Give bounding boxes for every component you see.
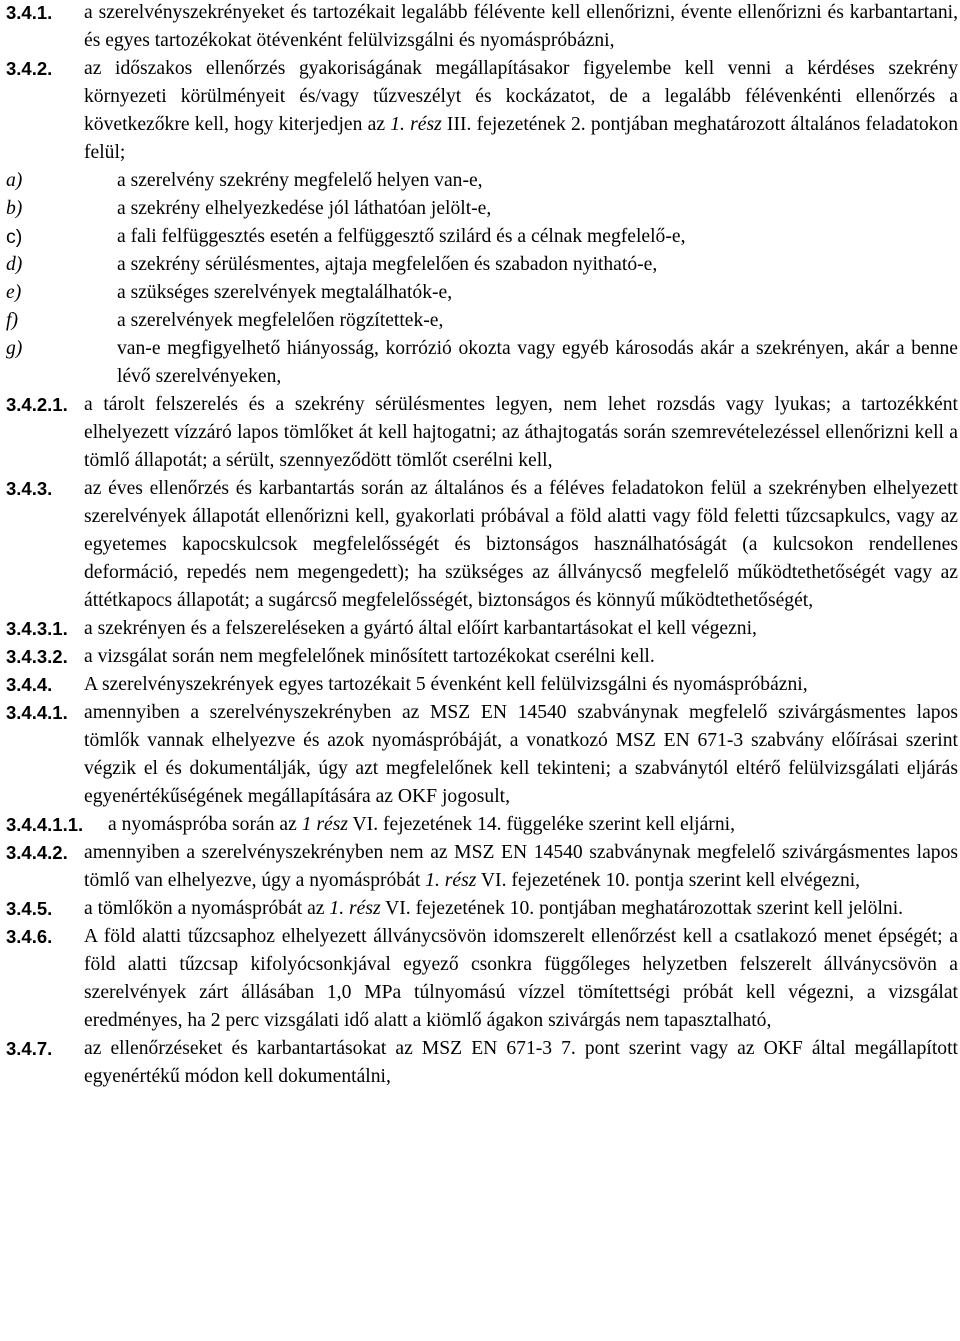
list-letter: a) bbox=[6, 170, 23, 191]
section-3-4-4-1 bbox=[6, 699, 958, 811]
section-number: 3.4.5. bbox=[6, 898, 53, 919]
list-text: a szekrény elhelyezkedése jól láthatóan jelölt-e, bbox=[117, 198, 492, 219]
section-number: 3.4.4.2. bbox=[6, 842, 68, 863]
section-3-4-1 bbox=[6, 0, 958, 55]
list-text: a szükséges szerelvények megtalálhatók-e, bbox=[117, 282, 453, 303]
reference-text: 1. rész bbox=[390, 114, 442, 135]
list-letter: e) bbox=[6, 282, 22, 303]
list-letter: f) bbox=[6, 310, 18, 331]
list-letter: g) bbox=[6, 338, 23, 359]
list-text: a szekrény sérülésmentes, ajtaja megfelelően és szabadon nyitható-e, bbox=[117, 254, 658, 275]
reference-text: 1. rész bbox=[425, 870, 477, 891]
section-number: 3.4.3. bbox=[6, 478, 53, 499]
list-text: a szerelvények megfelelően rögzítettek-e, bbox=[117, 310, 444, 331]
section-text: a tárolt felszerelés és a szekrény sérülésmentes legyen, nem lehet rozsdás vagy lyukas; a tartozékként elhelyezett vízzáró lapos tömlőket át kell hajtogatni; az áthajtogatás során szemrevételezéssel ellenőrizni kell a tömlő állapotát; a sérült, szennyeződött tömlőt cserélni kell, bbox=[84, 394, 958, 471]
section-number: 3.4.7. bbox=[6, 1038, 53, 1059]
section-3-4-2 bbox=[6, 55, 958, 167]
section-text: a szerelvényszekrényeket és tartozékait legalább félévente kell ellenőrizni, évente ellenőrizni és karbantartani, és egyes tartozékokat ötévenként felülvizsgálni és nyomáspróbázni, bbox=[84, 2, 958, 51]
list-item bbox=[6, 223, 958, 251]
section-3-4-2-1 bbox=[6, 391, 958, 475]
list-text: a fali felfüggesztés esetén a felfüggesztő szilárd és a célnak megfelelő-e, bbox=[117, 226, 686, 247]
list-item bbox=[6, 195, 958, 223]
section-text: a tömlőkön a nyomáspróbát az 1. rész VI. fejezetének 10. pontjában meghatározottak szerint kell jelölni. bbox=[84, 898, 904, 919]
section-3-4-3-1 bbox=[6, 615, 958, 643]
list-text: van-e megfigyelhető hiányosság, korrózió okozta vagy egyéb károsodás akár a szekrényen, akár a benne lévő szerelvényeken, bbox=[117, 338, 958, 387]
section-3-4-4-2 bbox=[6, 839, 958, 895]
section-text: a vizsgálat során nem megfelelőnek minősített tartozékokat cserélni kell. bbox=[84, 646, 655, 667]
list-letter: d) bbox=[6, 254, 23, 275]
section-number: 3.4.1. bbox=[6, 2, 53, 23]
list-letter: b) bbox=[6, 198, 23, 219]
list-item bbox=[6, 307, 958, 335]
list-item bbox=[6, 251, 958, 279]
section-number: 3.4.4.1. bbox=[6, 702, 68, 723]
section-3-4-6 bbox=[6, 923, 958, 1035]
section-text: amennyiben a szerelvényszekrényben az MSZ EN 14540 szabványnak megfelelő szivárgásmentes lapos tömlők vannak elhelyezve és azok nyomáspróbáját, a vonatkozó MSZ EN 671-3 szabvány előírásai szerint végzik el és dokumentálják, úgy azt megfelelőnek kell tekinteni; a szabványtól eltérő felülvizsgálati eljárás egyenértékűségének megállapítására az OKF jogosult, bbox=[84, 702, 958, 807]
section-3-4-4 bbox=[6, 671, 958, 699]
section-text: az ellenőrzéseket és karbantartásokat az MSZ EN 671-3 7. pont szerint vagy az OKF által megállapított egyenértékű módon kell dokumentálni, bbox=[84, 1038, 958, 1087]
section-3-4-3 bbox=[6, 475, 958, 615]
section-3-4-3-2 bbox=[6, 643, 958, 671]
section-text: A szerelvényszekrények egyes tartozékait 5 évenként kell felülvizsgálni és nyomáspróbázni, bbox=[84, 674, 808, 695]
section-number: 3.4.4. bbox=[6, 674, 53, 695]
section-text: A föld alatti tűzcsaphoz elhelyezett állványcsövön idomszerelt ellenőrzést kell a csatlakozó menet épségét; a föld alatti tűzcsap kifolyócsonkjával egyező csonkra függőleges helyzetben felszerelt állványcsövön a szerelvények zárt állásában 1,0 MPa túlnyomású vízzel tömítettségi próbát kell végezni, a vizsgálat eredményes, ha 2 perc vizsgálati idő alatt a kiömlő ágakon szivárgás nem tapasztalható, bbox=[84, 926, 958, 1031]
section-number: 3.4.2.1. bbox=[6, 394, 68, 415]
section-3-4-7 bbox=[6, 1035, 958, 1091]
section-text: amennyiben a szerelvényszekrényben nem az MSZ EN 14540 szabványnak megfelelő szivárgásmentes lapos tömlő van elhelyezve, úgy a nyomáspróbát 1. rész VI. fejezetének 10. pontja szerint kell elvégezni, bbox=[84, 842, 958, 891]
list-item bbox=[6, 167, 958, 195]
section-number: 3.4.3.1. bbox=[6, 618, 68, 639]
section-3-4-4-1-1 bbox=[6, 811, 958, 839]
reference-text: 1. rész bbox=[329, 898, 381, 919]
section-text: az időszakos ellenőrzés gyakoriságának megállapításakor figyelembe kell venni a kérdéses szekrény környezeti körülményeit és/vagy tűzveszélyt és kockázatot, de a legalább félévenkénti ellenőrzés a következőkre kell, hogy kiterjedjen az 1. rész III. fejezetének 2. pontjában meghatározott általános feladatokon felül; bbox=[84, 58, 959, 163]
reference-text: 1 rész bbox=[301, 814, 348, 835]
section-text: az éves ellenőrzés és karbantartás során az általános és a féléves feladatokon felül a szekrényben elhelyezett szerelvények állapotát ellenőrizni kell, gyakorlati próbával a föld alatti vagy föld feletti tűzcsapkulcs, vagy az egyetemes kapocskulcsok megfelelősségét és biztonságos használhatóságát (a kulcsokon rendellenes deformáció, repedés nem megengedett); ha szükséges az állványcső megfelelő működtethetőségét vagy az áttétkapocs állapotát; a sugárcső megfelelősségét, biztonságos és könnyű működtethetőségét, bbox=[84, 478, 958, 611]
list-text: a szerelvény szekrény megfelelő helyen van-e, bbox=[117, 170, 483, 191]
section-text: a nyomáspróba során az 1 rész VI. fejezetének 14. függeléke szerint kell eljárni, bbox=[108, 814, 735, 835]
document-body bbox=[6, 0, 958, 1091]
section-text: a szekrényen és a felszereléseken a gyártó által előírt karbantartásokat el kell végezni, bbox=[84, 618, 757, 639]
section-number: 3.4.2. bbox=[6, 58, 53, 79]
section-number: 3.4.6. bbox=[6, 926, 53, 947]
list-item bbox=[6, 279, 958, 307]
section-number: 3.4.3.2. bbox=[6, 646, 68, 667]
list-letter: c) bbox=[6, 226, 23, 248]
section-number: 3.4.4.1.1. bbox=[6, 814, 84, 835]
section-3-4-5 bbox=[6, 895, 958, 923]
list-item bbox=[6, 335, 958, 391]
